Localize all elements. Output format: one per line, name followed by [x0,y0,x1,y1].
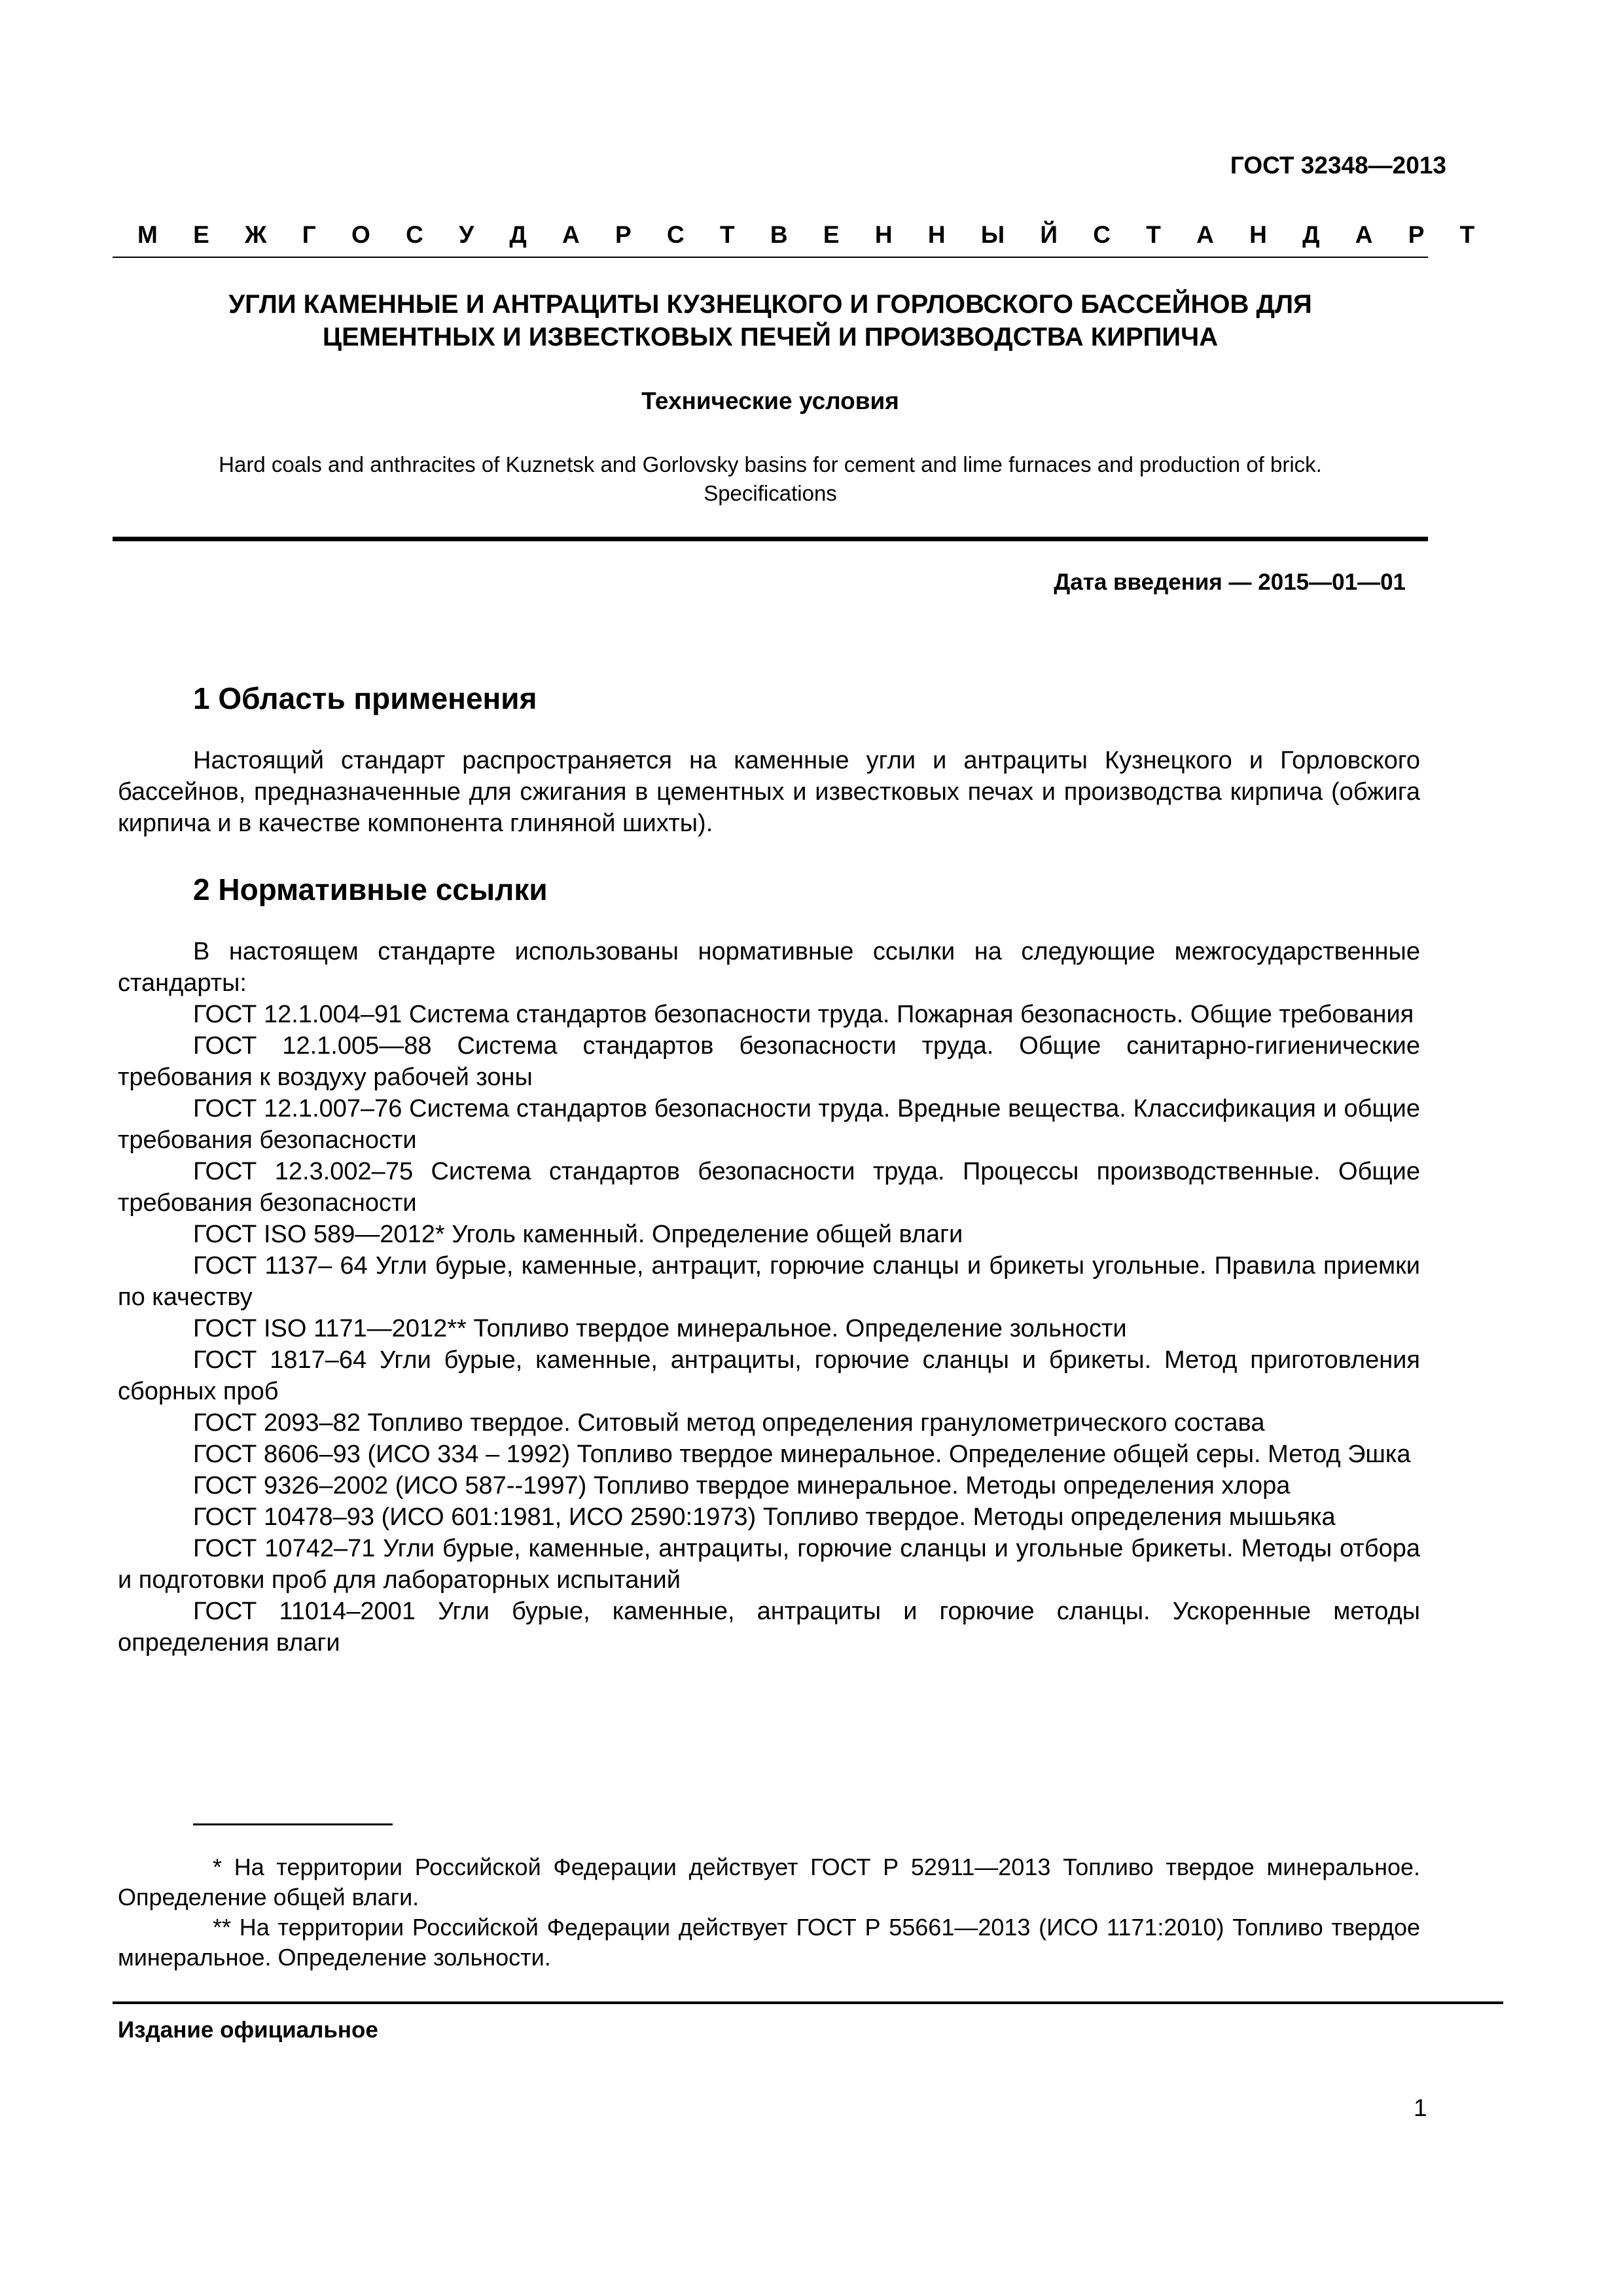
section-2-body [118,936,1420,1659]
footer-divider [113,2001,1503,2004]
section-2-intro: В настоящем стандарте использованы нормативные ссылки на следующие межгосударственные стандарты: [118,938,1420,997]
reference-item: ГОСТ 11014–2001 Угли бурые, каменные, антрациты и горючие сланцы. Ускоренные методы определения влаги [118,1598,1420,1657]
reference-item: ГОСТ 10742–71 Угли бурые, каменные, антрациты, горючие сланцы и угольные брикеты. Методы отбора и подготовки проб для лабораторных испытаний [118,1535,1420,1594]
footnote-2: ** На территории Российской Федерации действует ГОСТ Р 55661—2013 (ИСО 1171:2010) Топливо твердое минеральное. Определение зольности. [118,1914,1420,1971]
official-edition-label: Издание официальное [118,2017,378,2043]
english-title [113,450,1428,508]
interstate-standard-label: М Е Ж Г О С У Д А Р С Т В Е Н Н Ы Й С Т А Н Д А Р Т [137,221,1489,248]
page-number: 1 [1414,2094,1427,2121]
title-line-1: УГЛИ КАМЕННЫЕ И АНТРАЦИТЫ КУЗНЕЦКОГО И ГОРЛОВСКОГО БАССЕЙНОВ ДЛЯ [228,290,1312,319]
english-title-line-1: Hard coals and anthracites of Kuznetsk and Gorlovsky basins for cement and lime furnaces and production of brick. [219,452,1322,476]
document-number: ГОСТ 32348—2013 [1230,152,1446,179]
footnote-1: * На территории Российской Федерации действует ГОСТ Р 52911—2013 Топливо твердое минеральное. Определение общей влаги. [118,1854,1420,1910]
reference-item: ГОСТ 9326–2002 (ИСО 587--1997) Топливо твердое минеральное. Методы определения хлора [193,1472,1291,1499]
english-title-line-2: Specifications [704,481,837,505]
reference-item: ГОСТ ISO 589—2012* Уголь каменный. Определение общей влаги [193,1221,963,1248]
reference-item: ГОСТ 8606–93 (ИСО 334 – 1992) Топливо твердое минеральное. Определение общей серы. Метод Эшка [193,1441,1411,1468]
section-1-heading: 1 Область применения [193,681,537,715]
document-title [113,288,1428,353]
top-divider [113,257,1428,258]
reference-item: ГОСТ 12.1.007–76 Система стандартов безопасности труда. Вредные вещества. Классификация и общие требования безопасности [118,1095,1420,1154]
reference-item: ГОСТ 1817–64 Угли бурые, каменные, антрациты, горючие сланцы и брикеты. Метод приготовления сборных проб [118,1346,1420,1405]
section-1-body [118,745,1420,839]
reference-item: ГОСТ 12.1.005—88 Система стандартов безопасности труда. Общие санитарно-гигиенические требования к воздуху рабочей зоны [118,1032,1420,1091]
section-1-paragraph: Настоящий стандарт распространяется на каменные угли и антрациты Кузнецкого и Горловского бассейнов, предназначенные для сжигания в цементных и известковых печах и производства кирпича (обжига кирпича и в качестве компонента глиняной шихты). [118,747,1420,837]
title-line-2: ЦЕМЕНТНЫХ И ИЗВЕСТКОВЫХ ПЕЧЕЙ И ПРОИЗВОДСТВА КИРПИЧА [322,323,1219,351]
title-divider [113,537,1428,541]
footnote-separator [193,1823,393,1825]
reference-item: ГОСТ 12.1.004–91 Система стандартов безопасности труда. Пожарная безопасность. Общие требования [193,1001,1414,1028]
footnotes [118,1852,1420,1973]
reference-item: ГОСТ 1137– 64 Угли бурые, каменные, антрацит, горючие сланцы и брикеты угольные. Правила приемки по качеству [118,1252,1420,1311]
introduction-date: Дата введения — 2015—01—01 [1054,569,1406,595]
document-subtitle: Технические условия [641,387,899,414]
reference-item: ГОСТ 10478–93 (ИСО 601:1981, ИСО 2590:1973) Топливо твердое. Методы определения мышьяка [193,1503,1336,1531]
reference-item: ГОСТ 2093–82 Топливо твердое. Ситовый метод определения гранулометрического состава [193,1409,1265,1437]
reference-item: ГОСТ 12.3.002–75 Система стандартов безопасности труда. Процессы производственные. Общие требования безопасности [118,1158,1420,1217]
reference-item: ГОСТ ISO 1171—2012** Топливо твердое минеральное. Определение зольности [193,1315,1127,1342]
section-2-heading: 2 Нормативные ссылки [193,872,548,906]
